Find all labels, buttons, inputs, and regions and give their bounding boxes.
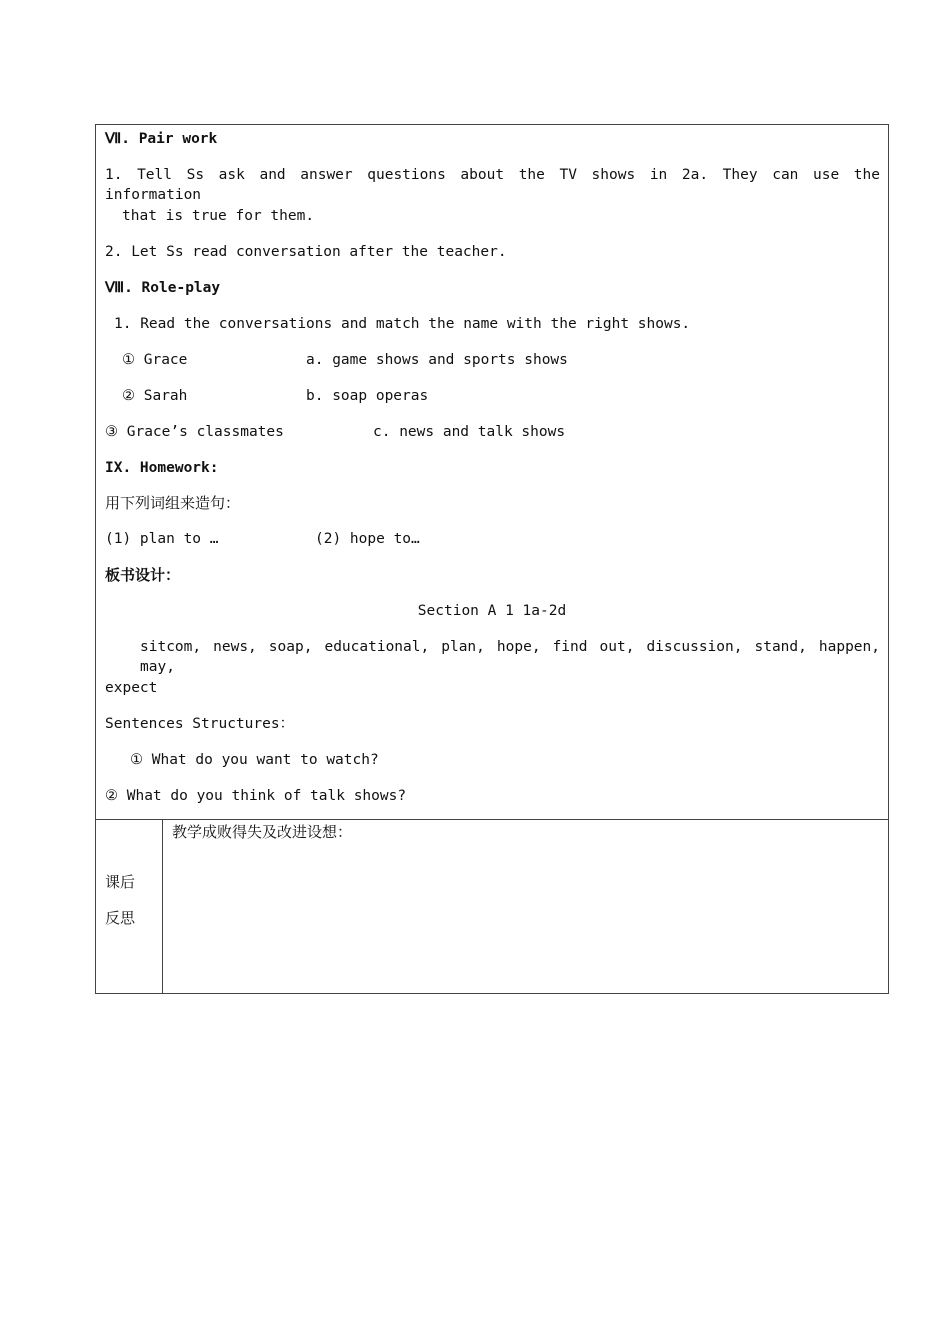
role-play-heading: Ⅷ. Role-play	[105, 280, 221, 296]
reflection-label-line-1: 课后	[105, 873, 136, 891]
match-name-1: ① Grace	[122, 352, 188, 368]
match-name-3: ③ Grace’s classmates	[105, 424, 284, 440]
reflection-label-line-2: 反思	[105, 909, 136, 927]
sentence-structure-1: ① What do you want to watch?	[130, 752, 379, 768]
teaching-process-cell	[96, 125, 888, 820]
pair-work-item-1-line-2: that is true for them.	[122, 208, 315, 224]
board-design-heading: 板书设计：	[105, 566, 181, 584]
reflection-row	[96, 820, 888, 993]
board-section-title: Section A 1 1a-2d	[417, 603, 567, 619]
sentence-structures-label: Sentences Structures：	[105, 716, 295, 732]
reflection-prompt: 教学成败得失及改进设想：	[172, 823, 353, 841]
sentence-structure-2: ② What do you think of talk shows?	[105, 788, 407, 804]
match-name-2: ② Sarah	[122, 388, 188, 404]
board-vocabulary-line-1: sitcom, news, soap, educational, plan, hope, find out, discussion, stand, happen, may,	[140, 639, 880, 675]
board-vocabulary-line-2: expect	[105, 680, 158, 696]
role-play-instruction: 1. Read the conversations and match the name with the right shows.	[114, 316, 691, 332]
reflection-label-cell	[96, 820, 163, 993]
pair-work-item-1-line-1: 1. Tell Ss ask and answer questions about the TV shows in 2a. They can use the information	[105, 167, 880, 203]
match-show-c: c. news and talk shows	[373, 424, 566, 440]
homework-instruction: 用下列词组来造句：	[105, 494, 241, 512]
match-show-a: a. game shows and sports shows	[306, 352, 568, 368]
homework-phrase-1: (1) plan to …	[105, 531, 219, 547]
lesson-plan-table	[95, 124, 889, 994]
pair-work-heading: Ⅶ. Pair work	[105, 131, 218, 147]
homework-phrase-2: (2) hope to…	[315, 531, 420, 547]
homework-heading: IX. Homework:	[105, 460, 219, 476]
match-show-b: b. soap operas	[306, 388, 429, 404]
pair-work-item-2: 2. Let Ss read conversation after the teacher.	[105, 244, 507, 260]
reflection-content-cell	[163, 820, 888, 993]
